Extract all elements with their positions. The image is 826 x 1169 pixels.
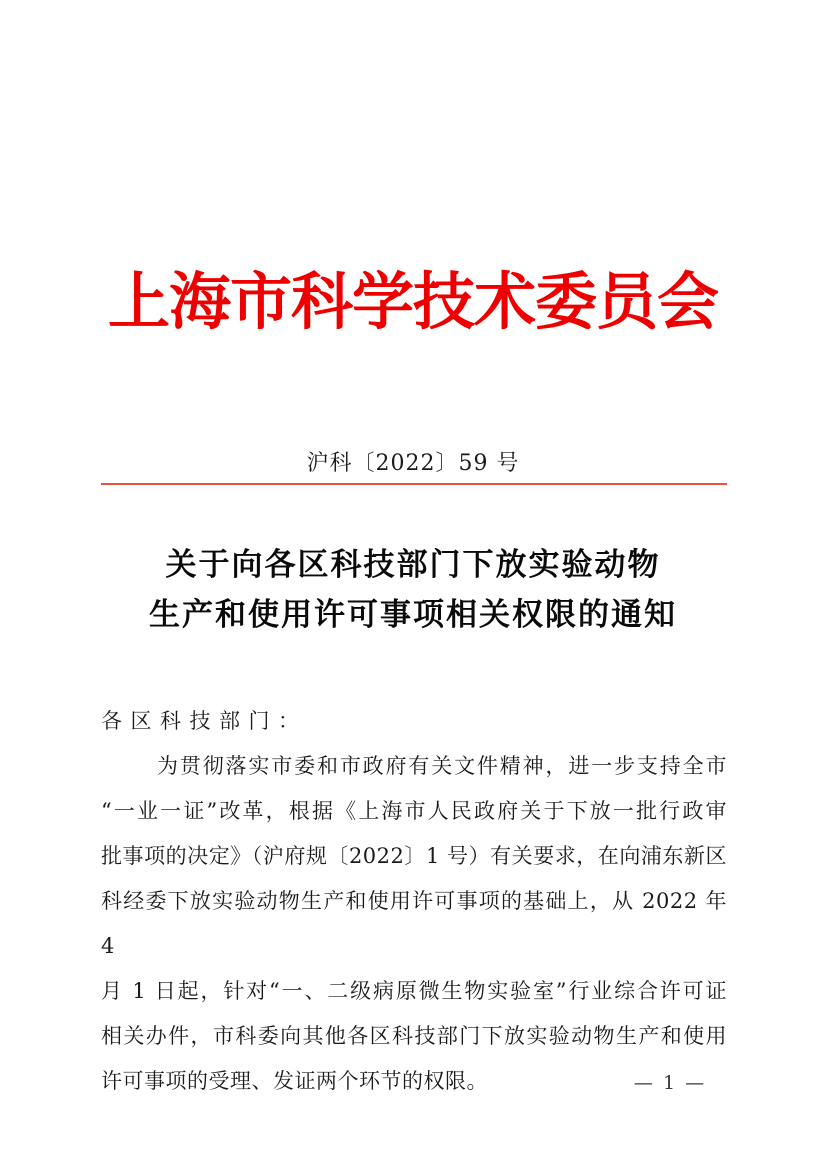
paragraph-line: 相关办件，市科委向其他各区科技部门下放实验动物生产和使用 <box>101 1024 727 1048</box>
paragraph-line: 为贯彻落实市委和市政府有关文件精神，进一步支持全市 <box>157 754 727 778</box>
agency-title: 上海市科学技术委员会 <box>107 265 718 338</box>
paragraph-line: 许可事项的受理、发证两个环节的权限。 <box>101 1069 488 1093</box>
document-title-line2: 生产和使用许可事项相关权限的通知 <box>149 597 677 633</box>
salutation: 各区科技部门： <box>101 709 308 733</box>
document-title-line1: 关于向各区科技部门下放实验动物 <box>165 547 661 583</box>
paragraph-line: 批事项的决定》（沪府规〔2022〕1 号）有关要求，在向浦东新区 <box>101 844 727 868</box>
document-title <box>0 540 826 640</box>
page-number: — 1 — <box>633 1072 707 1094</box>
red-header-divider <box>101 483 727 485</box>
paragraph-line: 科经委下放实验动物生产和使用许可事项的基础上，从 2022 年 4 <box>101 889 727 958</box>
document-body <box>101 699 727 1104</box>
paragraph-line: 月 1 日起，针对“一、二级病原微生物实验室”行业综合许可证 <box>101 979 727 1003</box>
doc-number: 沪科〔2022〕59 号 <box>306 451 520 476</box>
paragraph-line: “一业一证”改革，根据《上海市人民政府关于下放一批行政审 <box>101 799 727 823</box>
